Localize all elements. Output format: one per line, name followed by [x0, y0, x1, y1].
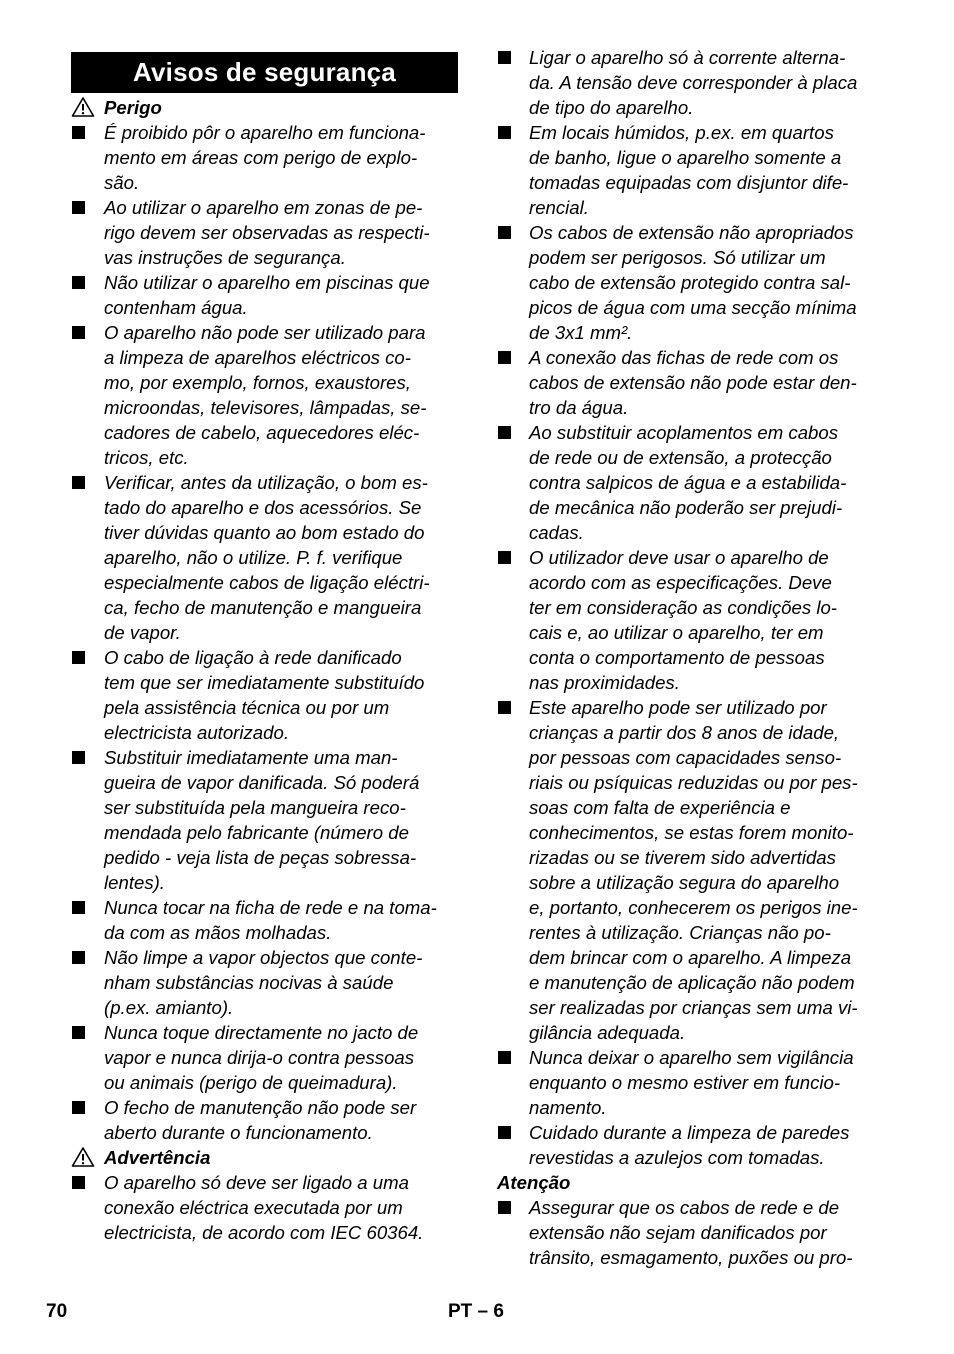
list-item-line: electricista, de acordo com IEC 60364. — [104, 1222, 424, 1243]
list-item-line: da. A tensão deve corresponder à placa — [529, 72, 858, 93]
hazard-heading: Advertência — [104, 1147, 211, 1168]
list-item-line: soas com falta de experiência e — [529, 797, 791, 818]
list-item-line: namento. — [529, 1097, 607, 1118]
bullet-square-icon — [72, 651, 85, 664]
warning-triangle-icon — [71, 96, 95, 118]
page-number: 70 — [46, 1301, 68, 1322]
list-item-line: de 3x1 mm². — [529, 322, 633, 343]
list-item-line: gueira de vapor danificada. Só poderá — [104, 772, 420, 793]
list-item-line: Em locais húmidos, p.ex. em quartos — [529, 122, 834, 143]
list-item-line: riais ou psíquicas reduzidas ou por pes- — [529, 772, 858, 793]
section-title: Avisos de segurança — [71, 52, 458, 93]
list-item-line: cadas. — [529, 522, 584, 543]
list-item-line: acordo com as especificações. Deve — [529, 572, 832, 593]
list-item-line: dem brincar com o aparelho. A limpeza — [529, 947, 852, 968]
list-item-line: Ligar o aparelho só à corrente alterna- — [529, 47, 846, 68]
list-item-line: O cabo de ligação à rede danificado — [104, 647, 402, 668]
list-item-line: rentes à utilização. Crianças não po- — [529, 922, 831, 943]
list-item-line: crianças a partir dos 8 anos de idade, — [529, 722, 840, 743]
list-item-line: Não utilizar o aparelho em piscinas que — [104, 272, 430, 293]
list-item-line: revestidas a azulejos com tomadas. — [529, 1147, 825, 1168]
bullet-square-icon — [72, 1101, 85, 1114]
bullet-square-icon — [498, 1126, 511, 1139]
list-item-line: cabos de extensão não pode estar den- — [529, 372, 857, 393]
list-item-line: O aparelho só deve ser ligado a uma — [104, 1172, 409, 1193]
list-item-line: aberto durante o funcionamento. — [104, 1122, 373, 1143]
list-item-line: O utilizador deve usar o aparelho de — [529, 547, 829, 568]
list-item-line: e manutenção de aplicação não podem — [529, 972, 855, 993]
list-item-line: tomadas equipadas com disjuntor dife- — [529, 172, 849, 193]
list-item-line: É proibido pôr o aparelho em funciona- — [104, 122, 426, 143]
list-item-line: de vapor. — [104, 622, 181, 643]
list-item-line: Cuidado durante a limpeza de paredes — [529, 1122, 850, 1143]
list-item-line: (p.ex. amianto). — [104, 997, 234, 1018]
list-item-line: nham substâncias nocivas à saúde — [104, 972, 394, 993]
list-item-line: sobre a utilização segura do aparelho — [529, 872, 840, 893]
list-item-line: ser substituída pela mangueira reco- — [104, 797, 406, 818]
list-item-line: vapor e nunca dirija-o contra pessoas — [104, 1047, 415, 1068]
bullet-square-icon — [72, 276, 85, 289]
hazard-heading: Atenção — [497, 1172, 571, 1193]
list-item-line: picos de água com uma secção mínima — [529, 297, 857, 318]
list-item-line: electricista autorizado. — [104, 722, 289, 743]
bullet-square-icon — [498, 126, 511, 139]
list-item-line: Substituir imediatamente uma man- — [104, 747, 398, 768]
list-item-line: Os cabos de extensão não apropriados — [529, 222, 854, 243]
bullet-square-icon — [72, 1176, 85, 1189]
list-item-line: conexão eléctrica executada por um — [104, 1197, 403, 1218]
list-item-line: rigo devem ser observadas as respecti- — [104, 222, 430, 243]
list-item-line: mento em áreas com perigo de explo- — [104, 147, 418, 168]
list-item-line: e, portanto, conhecerem os perigos ine- — [529, 897, 858, 918]
bullet-square-icon — [72, 126, 85, 139]
list-item-line: de banho, ligue o aparelho somente a — [529, 147, 842, 168]
bullet-square-icon — [498, 1051, 511, 1064]
list-item-line: Este aparelho pode ser utilizado por — [529, 697, 827, 718]
list-item-line: O fecho de manutenção não pode ser — [104, 1097, 417, 1118]
bullet-square-icon — [72, 751, 85, 764]
bullet-square-icon — [498, 51, 511, 64]
list-item-line: gilância adequada. — [529, 1022, 686, 1043]
list-item-line: são. — [104, 172, 140, 193]
list-item-line: Assegurar que os cabos de rede e de — [529, 1197, 840, 1218]
list-item-line: enquanto o mesmo estiver em funcio- — [529, 1072, 841, 1093]
list-item-line: Verificar, antes da utilização, o bom es- — [104, 472, 428, 493]
list-item-line: Nunca toque directamente no jacto de — [104, 1022, 419, 1043]
bullet-square-icon — [498, 226, 511, 239]
list-item-line: pedido - veja lista de peças sobressa- — [104, 847, 417, 868]
list-item-line: contra salpicos de água e a estabilida- — [529, 472, 847, 493]
list-item-line: ou animais (perigo de queimadura). — [104, 1072, 398, 1093]
list-item-line: rencial. — [529, 197, 589, 218]
hazard-heading: Perigo — [104, 97, 162, 118]
list-item-line: conhecimentos, se estas forem monito- — [529, 822, 854, 843]
bullet-square-icon — [498, 351, 511, 364]
list-item-line: cadores de cabelo, aquecedores eléc- — [104, 422, 420, 443]
bullet-square-icon — [498, 426, 511, 439]
warning-triangle-icon — [71, 1146, 95, 1168]
list-item-line: vas instruções de segurança. — [104, 247, 346, 268]
bullet-square-icon — [498, 1201, 511, 1214]
list-item-line: mo, por exemplo, fornos, exaustores, — [104, 372, 411, 393]
list-item-line: a limpeza de aparelhos eléctricos co- — [104, 347, 411, 368]
list-item-line: lentes). — [104, 872, 165, 893]
list-item-line: Nunca tocar na ficha de rede e na toma- — [104, 897, 437, 918]
list-item-line: ser realizadas por crianças sem uma vi- — [529, 997, 858, 1018]
list-item-line: Nunca deixar o aparelho sem vigilância — [529, 1047, 854, 1068]
list-item-line: por pessoas com capacidades senso- — [529, 747, 842, 768]
list-item-line: cais e, ao utilizar o aparelho, ter em — [529, 622, 824, 643]
bullet-square-icon — [72, 951, 85, 964]
list-item-line: rizadas ou se tiverem sido advertidas — [529, 847, 836, 868]
bullet-square-icon — [498, 701, 511, 714]
list-item-line: cabo de extensão protegido contra sal- — [529, 272, 851, 293]
list-item-line: da com as mãos molhadas. — [104, 922, 332, 943]
list-item-line: conta o comportamento de pessoas — [529, 647, 825, 668]
list-item-line: tro da água. — [529, 397, 629, 418]
list-item-line: tem que ser imediatamente substituído — [104, 672, 425, 693]
list-item-line: tado do aparelho e dos acessórios. Se — [104, 497, 422, 518]
list-item-line: ter em consideração as condições lo- — [529, 597, 837, 618]
list-item-line: aparelho, não o utilize. P. f. verifique — [104, 547, 403, 568]
bullet-square-icon — [72, 1026, 85, 1039]
bullet-square-icon — [72, 901, 85, 914]
list-item-line: A conexão das fichas de rede com os — [529, 347, 839, 368]
list-item-line: de rede ou de extensão, a protecção — [529, 447, 832, 468]
list-item-line: tiver dúvidas quanto ao bom estado do — [104, 522, 425, 543]
list-item-line: ca, fecho de manutenção e mangueira — [104, 597, 422, 618]
bullet-square-icon — [498, 551, 511, 564]
list-item-line: trânsito, esmagamento, puxões ou pro- — [529, 1247, 853, 1268]
list-item-line: microondas, televisores, lâmpadas, se- — [104, 397, 427, 418]
list-item-line: Não limpe a vapor objectos que conte- — [104, 947, 423, 968]
list-item-line: podem ser perigosos. Só utilizar um — [529, 247, 826, 268]
list-item-line: especialmente cabos de ligação eléctri- — [104, 572, 430, 593]
list-item-line: de tipo do aparelho. — [529, 97, 694, 118]
list-item-line: nas proximidades. — [529, 672, 680, 693]
bullet-square-icon — [72, 326, 85, 339]
list-item-line: O aparelho não pode ser utilizado para — [104, 322, 426, 343]
bullet-square-icon — [72, 201, 85, 214]
list-item-line: de mecânica não poderão ser prejudi- — [529, 497, 843, 518]
list-item-line: Ao utilizar o aparelho em zonas de pe- — [104, 197, 423, 218]
list-item-line: contenham água. — [104, 297, 248, 318]
list-item-line: Ao substituir acoplamentos em cabos — [529, 422, 839, 443]
list-item-line: extensão não sejam danificados por — [529, 1222, 827, 1243]
list-item-line: pela assistência técnica ou por um — [104, 697, 390, 718]
list-item-line: tricos, etc. — [104, 447, 189, 468]
list-item-line: mendada pelo fabricante (número de — [104, 822, 409, 843]
section-page-label: PT – 6 — [448, 1301, 504, 1322]
bullet-square-icon — [72, 476, 85, 489]
